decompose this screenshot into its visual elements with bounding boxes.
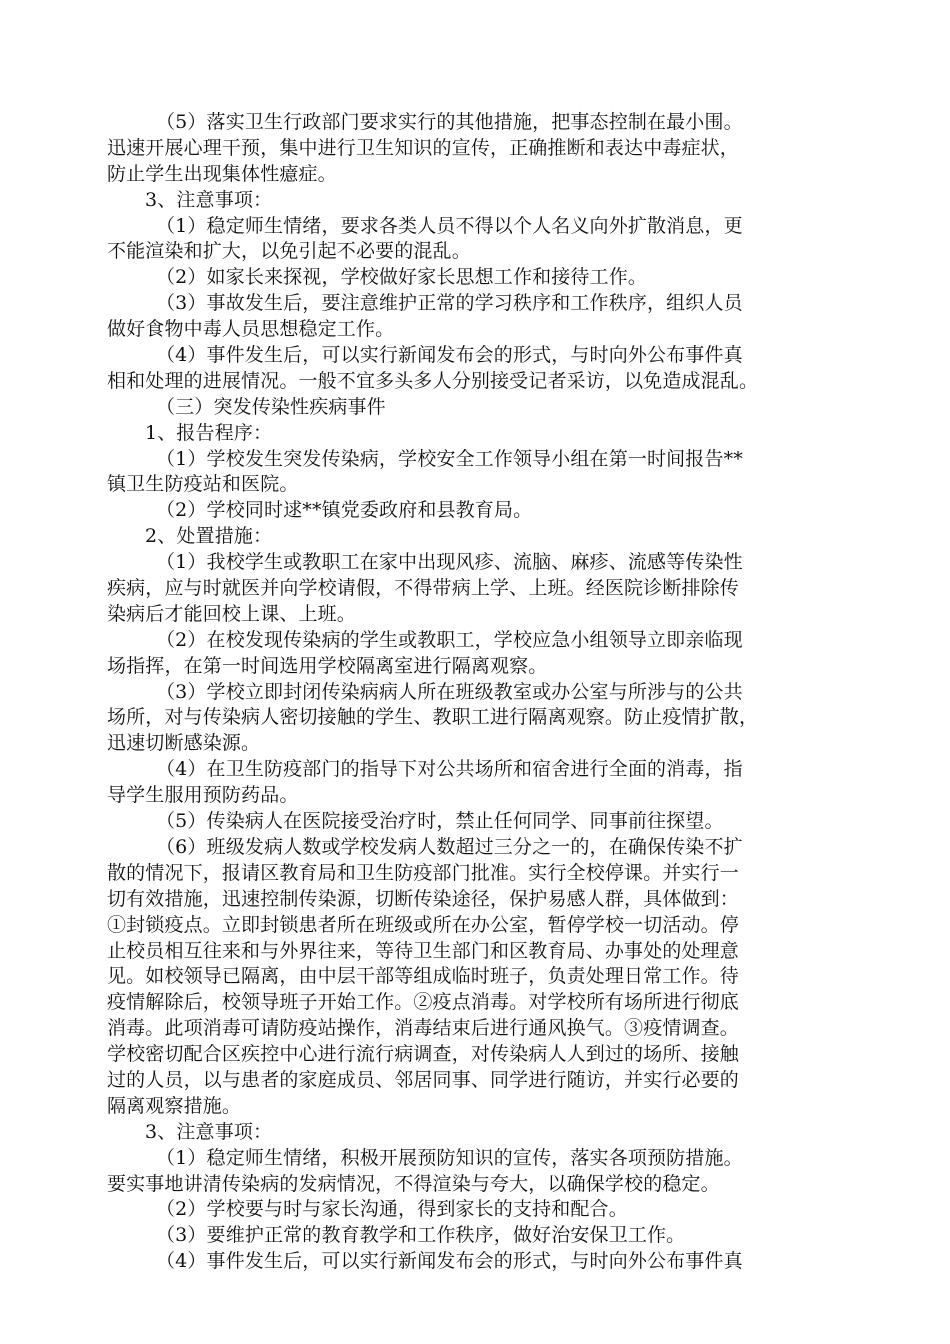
- document-line: 疾病，应与时就医并向学校请假，不得带病上学、上班。经医院诊断排除传: [107, 577, 739, 600]
- document-line: （2）学校要与时与家长沟通，得到家长的支持和配合。: [156, 1198, 628, 1221]
- document-line: （3）学校立即封闭传染病病人所在班级教室或办公室与所涉与的公共: [156, 680, 743, 703]
- document-line: 做好食物中毒人员思想稳定工作。: [107, 318, 395, 341]
- document-line: 消毒。此项消毒可请防疫站操作，消毒结束后进行通风换气。③疫情调查。: [107, 1017, 739, 1040]
- document-line: 切有效措施，迅速控制传染源，切断传染途径，保护易感人群，具体做到：: [107, 887, 739, 910]
- document-line: （2）学校同时逑**镇党委政府和县教育局。: [156, 499, 533, 522]
- document-line: 散的情况下，报请区教育局和卫生防疫部门批准。实行全校停课。并实行一: [107, 861, 739, 884]
- document-line: （5）落实卫生行政部门要求实行的其他措施，把事态控制在最小围。: [156, 111, 743, 133]
- document-body: [107, 110, 847, 1275]
- document-line: （2）在校发现传染病的学生或教职工，学校应急小组领导立即亲临现: [156, 628, 743, 651]
- document-line: 3、注意事项：: [145, 1120, 273, 1143]
- document-line: 学校密切配合区疾控中心进行流行病调查，对传染病人人到过的场所、接触: [107, 1043, 739, 1066]
- document-line: 场指挥，在第一时间选用学校隔离室进行隔离观察。: [107, 654, 548, 677]
- document-line: （3）事故发生后，要注意维护正常的学习秩序和工作秩序，组织人员: [156, 292, 743, 315]
- document-line: 不能渲染和扩大，以免引起不必要的混乱。: [107, 240, 471, 263]
- document-line: 见。如校领导已隔离，由中层干部等组成临时班子，负责处理日常工作。待: [107, 965, 739, 988]
- document-line: （2）如家长来探视，学校做好家长思想工作和接待工作。: [156, 266, 647, 289]
- document-line: 3、注意事项：: [145, 188, 273, 211]
- document-line: 隔离观察措施。: [107, 1094, 242, 1117]
- document-line: 染病后才能回校上课、上班。: [107, 602, 356, 625]
- document-line: 迅速切断感染源。: [107, 732, 261, 755]
- document-line: 要实事地讲清传染病的发病情况，不得渲染与夸大，以确保学校的稳定。: [107, 1172, 720, 1195]
- document-line: 相和处理的进展情况。一般不宜多头多人分别接受记者采访，以免造成混乱。: [107, 369, 759, 392]
- document-line: 迅速开展心理干预，集中进行卫生知识的宣传，正确推断和表达中毒症状，: [107, 136, 739, 159]
- document-line: （3）要维护正常的教育教学和工作秩序，做好治安保卫工作。: [156, 1224, 686, 1247]
- document-line: 场所，对与传染病人密切接触的学生、教职工进行隔离观察。防止疫情扩散，: [107, 706, 759, 729]
- document-line: （4）事件发生后，可以实行新闻发布会的形式，与时向外公布事件真: [156, 1250, 743, 1273]
- document-line: 导学生服用预防药品。: [107, 784, 299, 807]
- document-line: （1）我校学生或教职工在家中出现风疹、流脑、麻疹、流感等传染性: [156, 551, 743, 574]
- document-line: 防止学生出现集体性癔症。: [107, 162, 337, 185]
- document-line: （6）班级发病人数或学校发病人数超过三分之一的，在确保传染不扩: [156, 835, 743, 858]
- document-line: （1）学校发生突发传染病，学校安全工作领导小组在第一时间报告**: [156, 447, 743, 470]
- document-line: 止校员相互往来和与外界往来，等待卫生部门和区教育局、办事处的处理意: [107, 939, 739, 962]
- document-line: （1）稳定师生情绪，积极开展预防知识的宣传，落实各项预防措施。: [156, 1146, 743, 1169]
- document-line: （三）突发传染性疾病事件: [156, 395, 386, 418]
- document-line: 过的人员，以与患者的家庭成员、邻居同事、同学进行随访，并实行必要的: [107, 1068, 739, 1091]
- document-line: 2、处置措施：: [145, 525, 273, 548]
- document-line: 镇卫生防疫站和医院。: [107, 473, 299, 496]
- document-line: （5）传染病人在医院接受治疗时，禁止任何同学、同事前往探望。: [156, 810, 724, 833]
- document-line: 疫情解除后，校领导班子开始工作。②疫点消毒。对学校所有场所进行彻底: [107, 991, 739, 1014]
- document-line: 1、报告程序：: [145, 421, 273, 444]
- document-line: （4）在卫生防疫部门的指导下对公共场所和宿舍进行全面的消毒，指: [156, 758, 743, 781]
- document-line: （4）事件发生后，可以实行新闻发布会的形式，与时向外公布事件真: [156, 344, 743, 367]
- document-line: ①封锁疫点。立即封锁患者所在班级或所在办公室，暂停学校一切活动。停: [107, 913, 739, 936]
- document-line: （1）稳定师生情绪，要求各类人员不得以个人名义向外扩散消息，更: [156, 214, 743, 237]
